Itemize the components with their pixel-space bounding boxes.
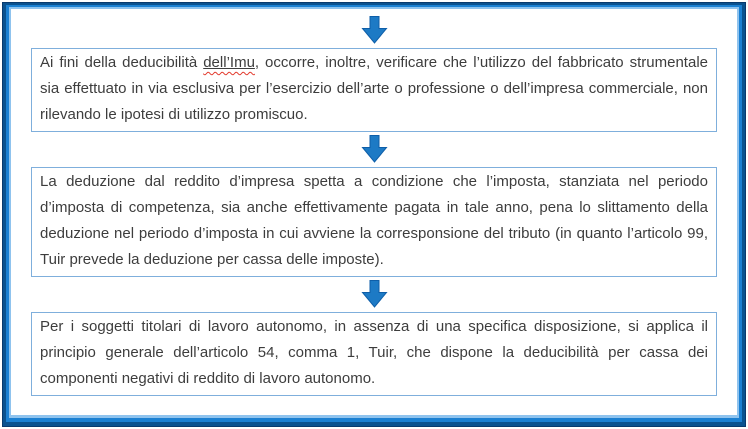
text-segment: Ai fini della deducibilità: [40, 54, 204, 71]
step-text: La deduzione dal reddito d’impresa spetta a condizione che l’imposta, stanziata nel periodo d’imposta di competenza, sia anche effettivamente pagata in tale anno, pena lo slittamento della deduzione nel periodo d’imposta in cui avviene la corresponsione del tributo (in quanto l’articolo 99, Tuir prevede la deduzione per cassa delle imposte).: [40, 173, 708, 268]
document-frame: [3, 3, 745, 426]
step-box-2: [31, 167, 717, 277]
frame-inner-band: [9, 7, 739, 418]
spellcheck-term: dell’Imu: [203, 54, 255, 71]
arrow-row-3: [31, 277, 717, 312]
step-text: [40, 50, 708, 128]
step-text: Per i soggetti titolari di lavoro autonomo, in assenza di una specifica disposizione, si applica il principio generale dell’articolo 54, comma 1, Tuir, che dispone la deducibilità per cassa dei componenti negativi di reddito di lavoro autonomo.: [40, 318, 708, 387]
step-box-3: [31, 312, 717, 396]
arrow-row-1: [31, 13, 717, 48]
down-arrow-icon: [361, 16, 388, 44]
arrow-row-2: [31, 132, 717, 167]
step-box-1: [31, 48, 717, 132]
text-segment: , occorre, inoltre, verificare che l’utilizzo del fabbricato strumentale sia effettuato in via esclusiva per l’esercizio dell’arte o professione o dell’impresa commerciale, non rilevando le ipotesi di utilizzo promiscuo.: [40, 54, 708, 123]
down-arrow-icon: [361, 135, 388, 163]
underlined-term: [203, 54, 255, 71]
flow-diagram: [11, 9, 737, 415]
frame-middle-band: [6, 5, 742, 422]
down-arrow-icon: [361, 280, 388, 308]
